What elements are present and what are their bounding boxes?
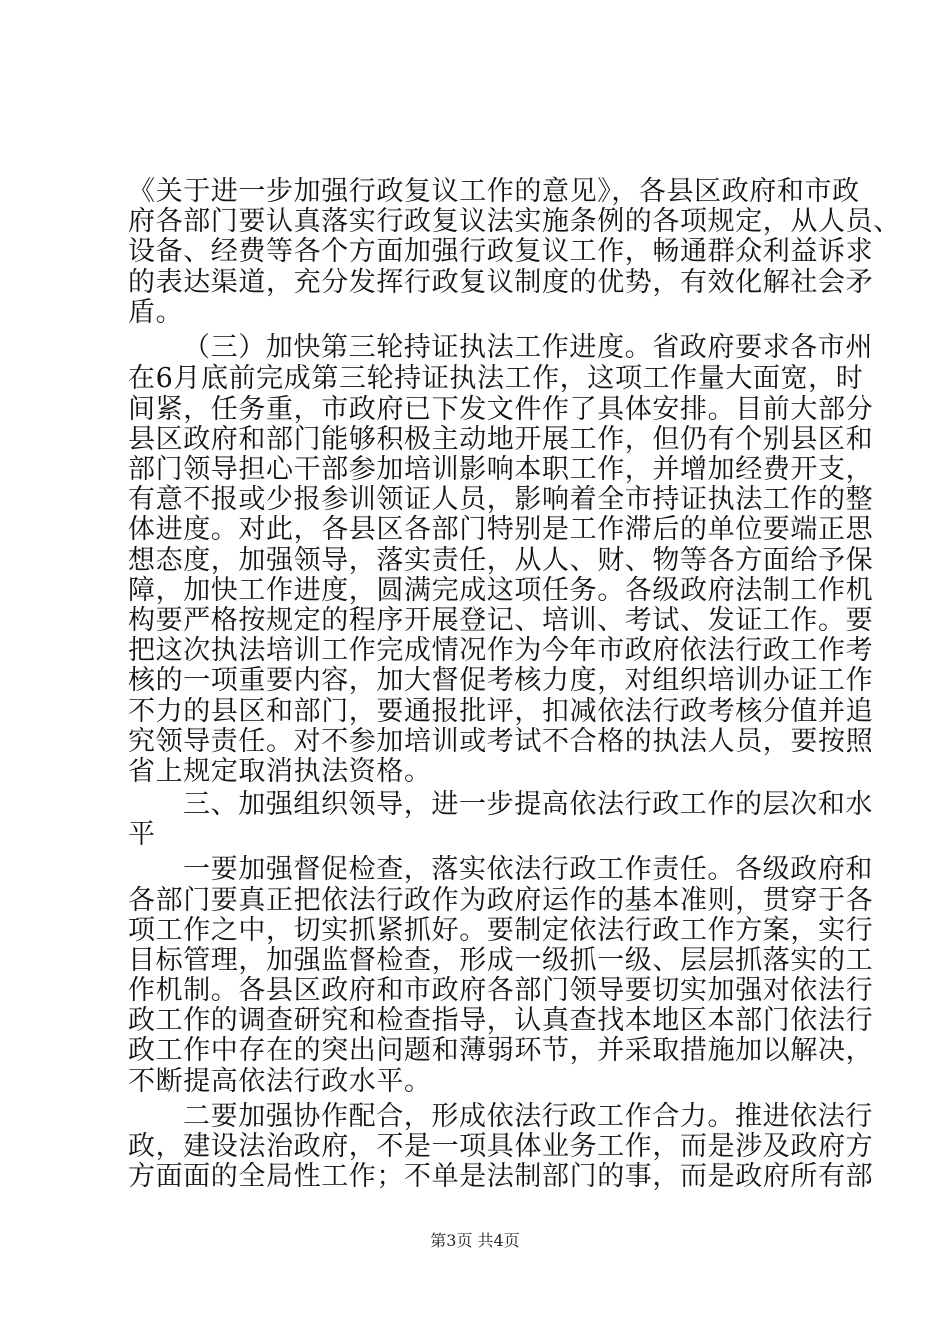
text-line-content: 二要加强协作配合，形成依法行政工作合力。推进依法行 [183, 1101, 873, 1132]
text-line-content: 构要严格按规定的程序开展登记、培训、考试、发证工作。要 [128, 605, 874, 636]
text-line-content: 三、加强组织领导，进一步提高依法行政工作的层次和水 [183, 789, 873, 820]
text-line-content: 有意不报或少报参训领证人员，影响着全市持证执法工作的整 [128, 484, 874, 515]
text-line-content: 部门领导担心干部参加培训影响本职工作，并增加经费开支， [128, 454, 874, 485]
text-line-content: 政，建设法治政府，不是一项具体业务工作，而是涉及政府方 [128, 1131, 874, 1162]
text-line-content: 目标管理，加强监督检查，形成一级抓一级、层层抓落实的工 [128, 945, 874, 976]
text-line-content: 体进度。对此，各县区各部门特别是工作滞后的单位要端正思 [128, 514, 874, 545]
text-line-content: 方面面的全局性工作；不单是法制部门的事，而是政府所有部 [128, 1161, 874, 1192]
text-line-content: 政工作的调查研究和检查指导，认真查找本地区本部门依法行 [128, 1005, 874, 1036]
text-line-content: 不力的县区和部门，要通报批评，扣减依法行政考核分值并追 [128, 696, 874, 727]
text-line-content: 《关于进一步加强行政复议工作的意见》，各县区政府和市政 [128, 176, 860, 207]
text-line-content: 府各部门要认真落实行政复议法实施条例的各项规定，从人员、 [128, 206, 901, 237]
text-line-content: 省上规定取消执法资格。 [128, 756, 432, 787]
text-line-content: 间紧，任务重，市政府已下发文件作了具体安排。目前大部分 [128, 394, 874, 425]
text-line-content: （三）加快第三轮持证执法工作进度。省政府要求各市州 [183, 332, 873, 363]
text-line [0, 1062, 950, 1102]
text-line-content: 的表达渠道，充分发挥行政复议制度的优势，有效化解社会矛 [128, 267, 874, 298]
text-line-content: 项工作之中，切实抓紧抓好。要制定依法行政工作方案，实行 [128, 915, 874, 946]
text-line-content: 把这次执法培训工作完成情况作为今年市政府依法行政工作考 [128, 635, 874, 666]
text-line [0, 815, 950, 855]
text-line-content: 核的一项重要内容，加大督促考核力度，对组织培训办证工作 [128, 665, 874, 696]
text-line-content: 障，加快工作进度，圆满完成这项任务。各级政府法制工作机 [128, 575, 874, 606]
text-line-content: 县区政府和部门能够积极主动地开展工作，但仍有个别县区和 [128, 424, 874, 455]
text-line-content: 政工作中存在的突出问题和薄弱环节，并采取措施加以解决， [128, 1035, 874, 1066]
text-line-content: 究领导责任。对不参加培训或考试不合格的执法人员，要按照 [128, 726, 874, 757]
text-line-content: 不断提高依法行政水平。 [128, 1066, 432, 1097]
text-line-content: 平 [128, 819, 156, 850]
text-line-content: 盾。 [128, 297, 184, 328]
text-line [0, 293, 950, 333]
page-footer: 第3页 共4页 [430, 1231, 520, 1250]
text-line-content: 想态度，加强领导，落实责任，从人、财、物等各方面给予保 [128, 545, 874, 576]
text-line-content: 各部门要真正把依法行政作为政府运作的基本准则，贯穿于各 [128, 885, 874, 916]
text-line [0, 1157, 950, 1197]
text-line-content: 在6月底前完成第三轮持证执法工作，这项工作量大面宽，时 [128, 363, 864, 394]
text-line-content: 作机制。各县区政府和市政府各部门领导要切实加强对依法行 [128, 975, 874, 1006]
text-line-content: 一要加强督促检查，落实依法行政工作责任。各级政府和 [183, 854, 873, 885]
text-line-content: 设备、经费等各个方面加强行政复议工作，畅通群众利益诉求 [128, 236, 874, 267]
